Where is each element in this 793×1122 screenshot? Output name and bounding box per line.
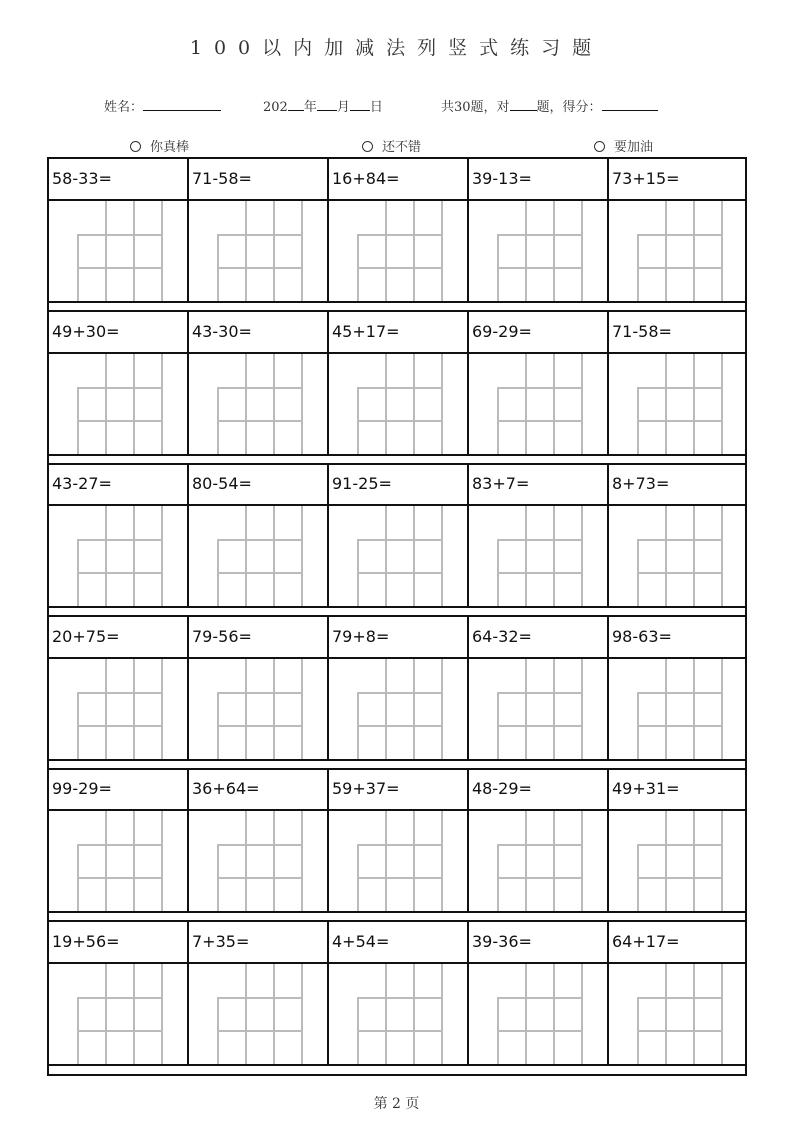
grid-line — [133, 354, 135, 454]
grid-line — [637, 267, 723, 269]
problem-text: 71-58= — [192, 169, 252, 188]
vertical-calc-grid[interactable] — [189, 506, 329, 606]
row-separator — [49, 1064, 745, 1066]
problem-cell[interactable] — [469, 464, 609, 606]
grid-line — [637, 539, 723, 541]
problem-cell[interactable] — [329, 464, 469, 606]
problem-row — [49, 159, 745, 301]
grid-line — [217, 877, 303, 879]
grid-line — [637, 572, 723, 574]
problem-cell[interactable] — [189, 617, 329, 759]
vertical-calc-grid[interactable] — [609, 811, 749, 911]
grid-line — [133, 964, 135, 1064]
grid-line — [665, 811, 667, 911]
grid-line — [105, 354, 107, 454]
problem-text: 45+17= — [332, 321, 400, 341]
problem-text: 43-27= — [52, 474, 112, 494]
grid-line — [301, 201, 303, 301]
problem-cell[interactable] — [329, 159, 469, 301]
name-field[interactable] — [104, 96, 221, 115]
page-title: 100以内加减法列竖式练习题 — [189, 37, 604, 59]
grid-line — [525, 354, 527, 454]
grid-line — [301, 659, 303, 759]
grid-line — [637, 725, 723, 727]
problem-text: 99-29= — [52, 779, 112, 799]
grid-line — [77, 387, 163, 389]
problem-cell[interactable] — [189, 159, 329, 301]
grid-line — [385, 354, 387, 454]
problem-text: 8+73= — [612, 474, 670, 494]
problem-cell[interactable] — [469, 159, 609, 301]
problem-cell[interactable] — [49, 617, 189, 759]
grid-line — [385, 964, 387, 1064]
grid-line — [525, 506, 527, 606]
grid-line — [637, 997, 723, 999]
grid-line — [77, 539, 163, 541]
grid-line — [497, 1030, 583, 1032]
grid-line — [553, 659, 555, 759]
vertical-calc-grid[interactable] — [329, 506, 469, 606]
grid-line — [217, 387, 303, 389]
grid-line — [413, 201, 415, 301]
grid-line — [217, 1030, 303, 1032]
problem-text: 80-54= — [192, 474, 252, 494]
grid-line — [105, 811, 107, 911]
problem-text: 7+35= — [192, 932, 250, 951]
grid-line — [273, 506, 275, 606]
grid-line — [301, 964, 303, 1064]
problem-text: 36+64= — [192, 779, 260, 799]
grid-line — [497, 387, 583, 389]
problem-cell[interactable] — [49, 769, 189, 911]
grid-line — [413, 811, 415, 911]
score-blank[interactable] — [602, 98, 658, 111]
circle-icon — [130, 141, 141, 152]
vertical-calc-grid[interactable] — [469, 201, 609, 301]
grid-line — [273, 201, 275, 301]
day-blank[interactable] — [350, 98, 370, 111]
grid-line — [693, 811, 695, 911]
grid-line — [497, 725, 583, 727]
grid-line — [273, 964, 275, 1064]
grid-line — [637, 234, 723, 236]
grid-line — [133, 201, 135, 301]
grid-line — [77, 877, 163, 879]
vertical-calc-grid[interactable] — [189, 201, 329, 301]
grid-line — [245, 201, 247, 301]
grid-line — [385, 506, 387, 606]
problem-row — [49, 922, 745, 1064]
grid-line — [581, 659, 583, 759]
grid-line — [497, 997, 583, 999]
row-separator — [49, 301, 745, 303]
problem-text: 39-36= — [472, 932, 532, 951]
grid-line — [385, 201, 387, 301]
grid-line — [245, 659, 247, 759]
problem-cell[interactable] — [469, 769, 609, 911]
grid-line — [217, 844, 303, 846]
vertical-calc-grid[interactable] — [49, 354, 189, 454]
grid-line — [357, 692, 443, 694]
grid-line — [637, 420, 723, 422]
grid-line — [357, 572, 443, 574]
grid-line — [77, 997, 163, 999]
grid-line — [273, 659, 275, 759]
day-label: 日 — [369, 100, 383, 115]
grid-line — [357, 997, 443, 999]
grid-line — [413, 659, 415, 759]
grid-line — [553, 201, 555, 301]
grid-line — [665, 201, 667, 301]
grid-line — [441, 811, 443, 911]
grid-line — [637, 1030, 723, 1032]
grid-line — [441, 964, 443, 1064]
grid-line — [413, 354, 415, 454]
grid-line — [497, 420, 583, 422]
problem-cell[interactable] — [189, 922, 329, 1064]
vertical-calc-grid[interactable] — [469, 506, 609, 606]
problem-text: 43-30= — [192, 321, 252, 341]
grid-line — [161, 201, 163, 301]
problem-cell[interactable] — [469, 617, 609, 759]
correct-blank[interactable] — [510, 98, 537, 111]
grid-line — [525, 659, 527, 759]
grid-line — [105, 506, 107, 606]
grid-line — [693, 964, 695, 1064]
grid-line — [133, 659, 135, 759]
grid-line — [133, 811, 135, 911]
vertical-calc-grid[interactable] — [49, 506, 189, 606]
problem-text: 98-63= — [612, 626, 672, 646]
problem-text: 73+15= — [612, 169, 680, 188]
score-field[interactable] — [441, 96, 658, 115]
problem-cell[interactable] — [609, 617, 749, 759]
problem-text: 49+30= — [52, 321, 120, 341]
grid-line — [133, 506, 135, 606]
vertical-calc-grid[interactable] — [329, 354, 469, 454]
problem-cell[interactable] — [189, 769, 329, 911]
grid-line — [357, 844, 443, 846]
grid-line — [161, 659, 163, 759]
grid-line — [441, 506, 443, 606]
grid-line — [217, 267, 303, 269]
grid-line — [693, 659, 695, 759]
problem-text: 20+75= — [52, 626, 120, 646]
vertical-calc-grid[interactable] — [329, 811, 469, 911]
problem-cell[interactable] — [609, 159, 749, 301]
grid-line — [105, 201, 107, 301]
grid-line — [413, 964, 415, 1064]
circle-icon — [594, 141, 605, 152]
grid-line — [77, 844, 163, 846]
problem-text: 39-13= — [472, 169, 532, 188]
vertical-calc-grid[interactable] — [609, 506, 749, 606]
problem-cell[interactable] — [329, 617, 469, 759]
grid-line — [497, 572, 583, 574]
row-separator — [49, 454, 745, 456]
problem-cell[interactable] — [189, 464, 329, 606]
grid-line — [693, 201, 695, 301]
page-number: 第 2 页 — [373, 1096, 420, 1112]
grid-line — [721, 201, 723, 301]
problem-text: 83+7= — [472, 474, 530, 494]
grid-line — [525, 964, 527, 1064]
grid-line — [217, 420, 303, 422]
grid-line — [665, 354, 667, 454]
grid-line — [357, 234, 443, 236]
grid-line — [721, 811, 723, 911]
problem-text: 59+37= — [332, 779, 400, 799]
row-separator — [49, 911, 745, 913]
grid-line — [581, 354, 583, 454]
grid-line — [637, 844, 723, 846]
score-label: 题，得分： — [536, 100, 602, 115]
problem-text: 49+31= — [612, 779, 680, 799]
grid-line — [77, 420, 163, 422]
vertical-calc-grid[interactable] — [609, 659, 749, 759]
rating-option-great[interactable]: 你真棒 — [130, 136, 189, 155]
vertical-calc-grid[interactable] — [609, 964, 749, 1064]
problem-row — [49, 312, 745, 454]
year-prefix: 202 — [263, 100, 288, 115]
worksheet-table — [47, 157, 747, 1076]
grid-line — [273, 811, 275, 911]
problem-cell[interactable] — [189, 312, 329, 454]
problem-text: 79+8= — [332, 626, 390, 646]
grid-line — [497, 692, 583, 694]
grid-line — [77, 725, 163, 727]
grid-line — [105, 659, 107, 759]
grid-line — [301, 506, 303, 606]
grid-line — [525, 811, 527, 911]
grid-line — [721, 964, 723, 1064]
grid-line — [693, 506, 695, 606]
problem-text: 58-33= — [52, 169, 112, 188]
grid-line — [301, 811, 303, 911]
total-label: 共30题，对 — [441, 100, 510, 115]
grid-line — [721, 354, 723, 454]
vertical-calc-grid[interactable] — [469, 811, 609, 911]
grid-line — [357, 877, 443, 879]
grid-line — [105, 964, 107, 1064]
grid-line — [497, 234, 583, 236]
problem-cell[interactable] — [49, 922, 189, 1064]
grid-line — [273, 354, 275, 454]
grid-line — [357, 1030, 443, 1032]
grid-line — [553, 811, 555, 911]
name-blank[interactable] — [143, 98, 221, 111]
grid-line — [441, 201, 443, 301]
problem-cell[interactable] — [329, 922, 469, 1064]
grid-line — [693, 354, 695, 454]
grid-line — [357, 539, 443, 541]
problem-cell[interactable] — [329, 769, 469, 911]
year-blank[interactable] — [288, 98, 304, 111]
problem-cell[interactable] — [609, 312, 749, 454]
month-blank[interactable] — [317, 98, 337, 111]
grid-line — [637, 692, 723, 694]
grid-line — [217, 692, 303, 694]
vertical-calc-grid[interactable] — [49, 201, 189, 301]
grid-line — [581, 506, 583, 606]
grid-line — [721, 506, 723, 606]
grid-line — [77, 1030, 163, 1032]
circle-icon — [362, 141, 373, 152]
grid-line — [385, 659, 387, 759]
grid-line — [161, 506, 163, 606]
grid-line — [245, 811, 247, 911]
problem-cell[interactable] — [49, 159, 189, 301]
grid-line — [77, 572, 163, 574]
grid-line — [77, 234, 163, 236]
vertical-calc-grid[interactable] — [329, 201, 469, 301]
problem-text: 79-56= — [192, 626, 252, 646]
grid-line — [77, 692, 163, 694]
grid-line — [721, 659, 723, 759]
problem-cell[interactable] — [49, 464, 189, 606]
vertical-calc-grid[interactable] — [49, 659, 189, 759]
vertical-calc-grid[interactable] — [609, 201, 749, 301]
grid-line — [245, 506, 247, 606]
vertical-calc-grid[interactable] — [189, 811, 329, 911]
grid-line — [581, 811, 583, 911]
year-label: 年 — [303, 100, 317, 115]
problem-cell[interactable] — [469, 312, 609, 454]
grid-line — [441, 659, 443, 759]
grid-line — [161, 964, 163, 1064]
vertical-calc-grid[interactable] — [469, 354, 609, 454]
grid-line — [245, 964, 247, 1064]
grid-line — [497, 844, 583, 846]
vertical-calc-grid[interactable] — [609, 354, 749, 454]
problem-cell[interactable] — [469, 922, 609, 1064]
problem-cell[interactable] — [609, 922, 749, 1064]
grid-line — [217, 725, 303, 727]
problem-cell[interactable] — [609, 464, 749, 606]
row-separator — [49, 606, 745, 608]
problem-cell[interactable] — [609, 769, 749, 911]
problem-row — [49, 769, 745, 911]
vertical-calc-grid[interactable] — [189, 354, 329, 454]
grid-line — [553, 964, 555, 1064]
vertical-calc-grid[interactable] — [329, 659, 469, 759]
grid-line — [357, 267, 443, 269]
row-separator — [49, 759, 745, 761]
grid-line — [581, 964, 583, 1064]
grid-line — [665, 964, 667, 1064]
problem-text: 4+54= — [332, 932, 390, 951]
problem-text: 48-29= — [472, 779, 532, 799]
problem-text: 64-32= — [472, 626, 532, 646]
grid-line — [357, 387, 443, 389]
grid-line — [77, 267, 163, 269]
grid-line — [665, 506, 667, 606]
vertical-calc-grid[interactable] — [49, 811, 189, 911]
grid-line — [161, 354, 163, 454]
problem-row — [49, 464, 745, 606]
grid-line — [497, 267, 583, 269]
grid-line — [441, 354, 443, 454]
grid-line — [161, 811, 163, 911]
vertical-calc-grid[interactable] — [469, 659, 609, 759]
grid-line — [301, 354, 303, 454]
vertical-calc-grid[interactable] — [469, 964, 609, 1064]
grid-line — [245, 354, 247, 454]
grid-line — [357, 420, 443, 422]
problem-cell[interactable] — [49, 312, 189, 454]
vertical-calc-grid[interactable] — [189, 659, 329, 759]
problem-text: 91-25= — [332, 474, 392, 494]
rating-option-good[interactable]: 还不错 — [362, 136, 421, 155]
grid-line — [553, 354, 555, 454]
grid-line — [413, 506, 415, 606]
problem-cell[interactable] — [329, 312, 469, 454]
grid-line — [357, 725, 443, 727]
rating-option-try-harder[interactable]: 要加油 — [594, 136, 653, 155]
problem-text: 19+56= — [52, 932, 120, 951]
grid-line — [217, 539, 303, 541]
grid-line — [665, 659, 667, 759]
month-label: 月 — [336, 100, 350, 115]
grid-line — [553, 506, 555, 606]
vertical-calc-grid[interactable] — [189, 964, 329, 1064]
problem-row — [49, 617, 745, 759]
vertical-calc-grid[interactable] — [49, 964, 189, 1064]
grid-line — [217, 572, 303, 574]
problem-text: 16+84= — [332, 169, 400, 188]
grid-line — [581, 201, 583, 301]
grid-line — [637, 877, 723, 879]
problem-text: 64+17= — [612, 932, 680, 951]
grid-line — [497, 539, 583, 541]
problem-text: 71-58= — [612, 321, 672, 341]
problem-text: 69-29= — [472, 321, 532, 341]
date-field[interactable] — [263, 96, 383, 115]
vertical-calc-grid[interactable] — [329, 964, 469, 1064]
grid-line — [385, 811, 387, 911]
grid-line — [497, 877, 583, 879]
grid-line — [637, 387, 723, 389]
name-label: 姓名： — [104, 100, 144, 115]
grid-line — [217, 997, 303, 999]
grid-line — [525, 201, 527, 301]
grid-line — [217, 234, 303, 236]
